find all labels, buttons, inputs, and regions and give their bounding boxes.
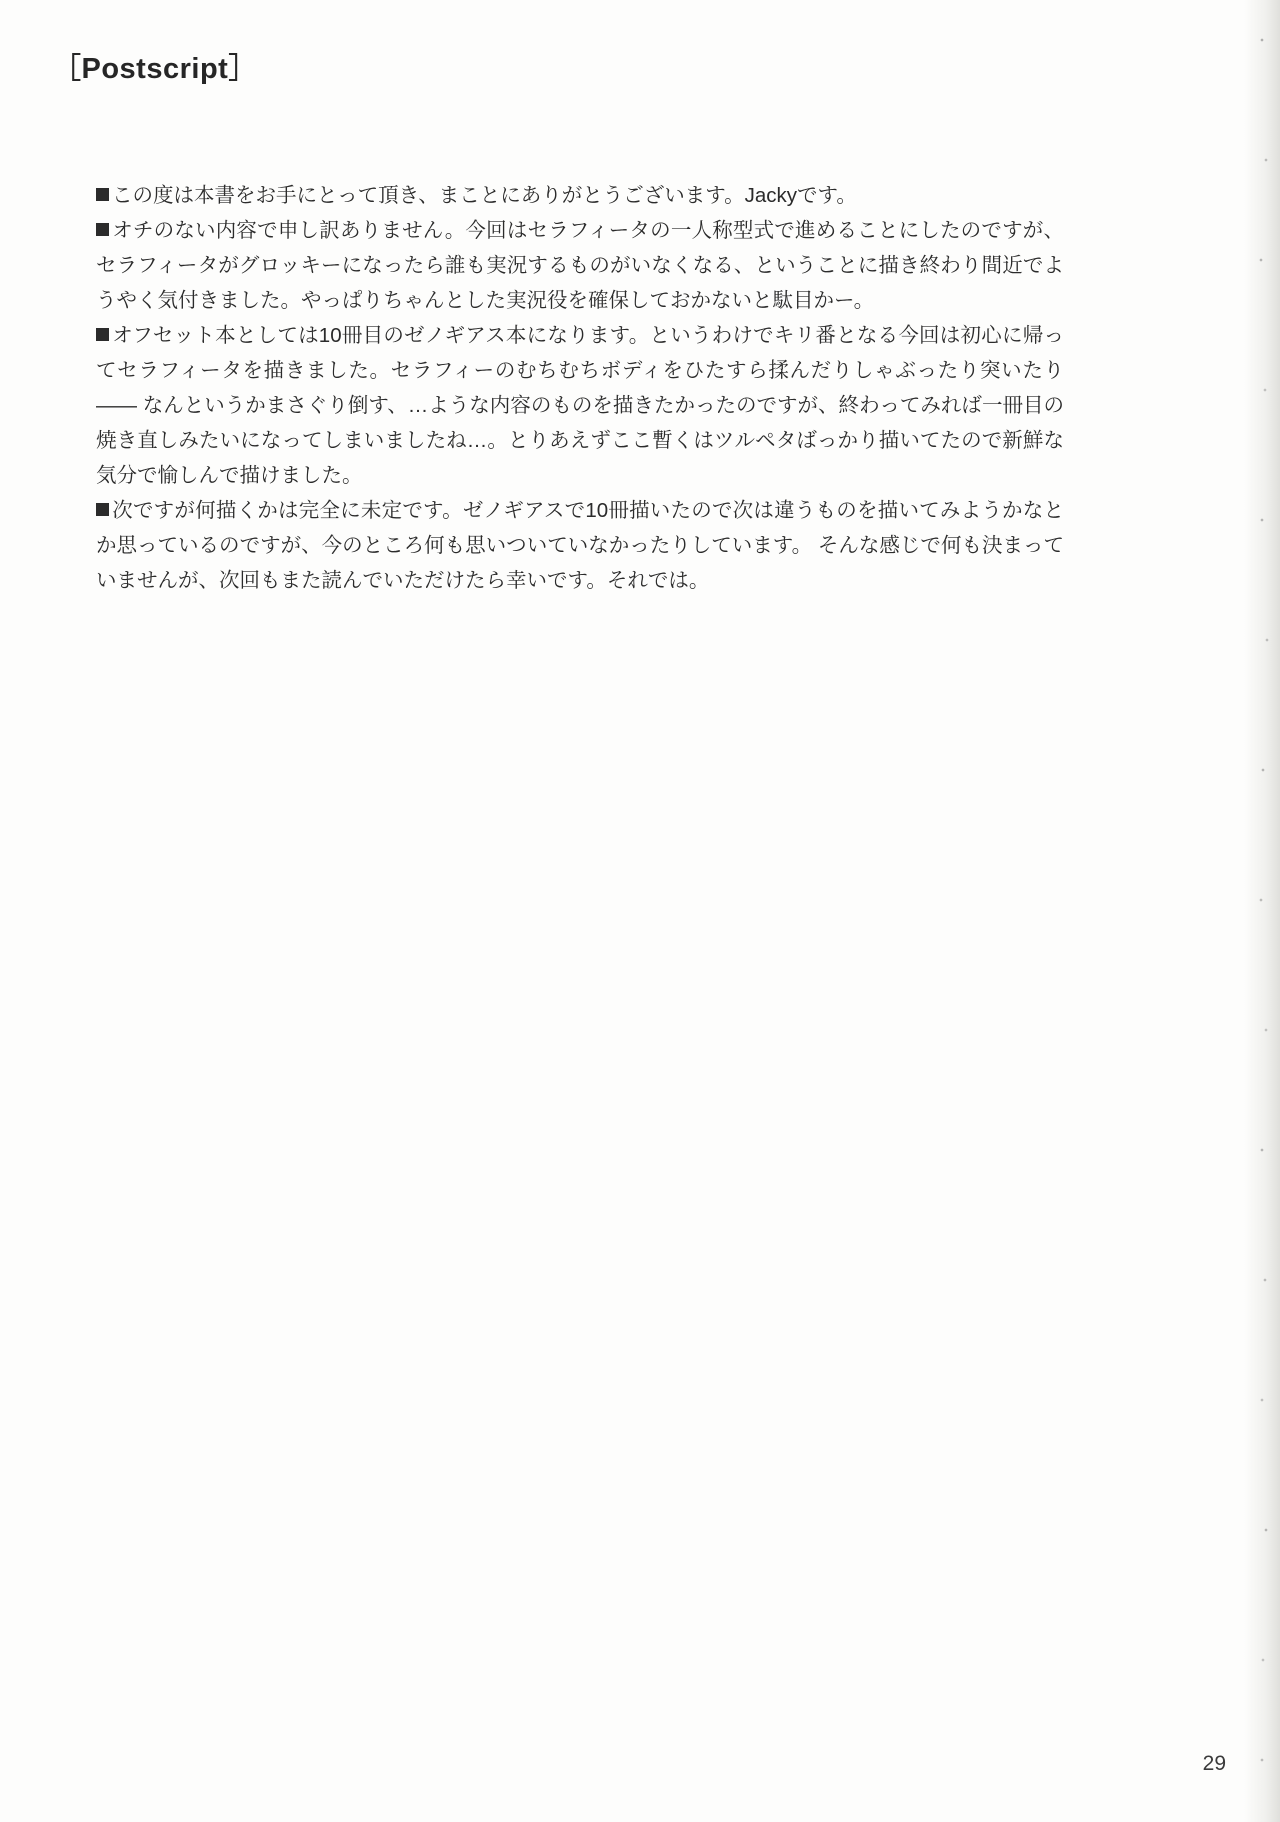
paragraph: [96, 318, 1064, 493]
square-bullet-icon: [96, 223, 109, 236]
paragraph-text: オフセット本としては10冊目のゼノギアス本になります。というわけでキリ番となる今回は初心に帰ってセラフィータを描きました。セラフィーのむちむちボディをひたすら揉んだりしゃぶったり突いたり—— なんというかまさぐり倒す、…ような内容のものを描きたかったのですが、終わってみれば一冊目の焼き直しみたいになってしまいましたね…。とりあえずここ暫くはツルペタばっかり描いてたので新鮮な気分で愉しんで描けました。: [96, 324, 1064, 487]
paragraph: [96, 493, 1064, 598]
scan-speckle-noise: [1256, 0, 1272, 1822]
paragraph: [96, 213, 1064, 318]
square-bullet-icon: [96, 328, 109, 341]
square-bullet-icon: [96, 188, 109, 201]
postscript-body: [96, 178, 1064, 598]
paragraph: [96, 178, 1064, 213]
page-number: 29: [1202, 1752, 1226, 1775]
paragraph-text: 次ですが何描くかは完全に未定です。ゼノギアスで10冊描いたので次は違うものを描いてみようかなとか思っているのですが、今のところ何も思いついていなかったりしています。 そんな感じで何も決まっていませんが、次回もまた読んでいただけたら幸いです。それでは。: [96, 499, 1064, 592]
page-title: ［Postscript］: [52, 53, 258, 85]
paragraph-text: オチのない内容で申し訳ありません。今回はセラフィータの一人称型式で進めることにしたのですが、セラフィータがグロッキーになったら誰も実況するものがいなくなる、ということに描き終わり間近でようやく気付きました。やっぱりちゃんとした実況役を確保しておかないと駄目かー。: [96, 219, 1064, 312]
square-bullet-icon: [96, 503, 109, 516]
paragraph-text: この度は本書をお手にとって頂き、まことにありがとうございます。Jackyです。: [112, 184, 857, 207]
